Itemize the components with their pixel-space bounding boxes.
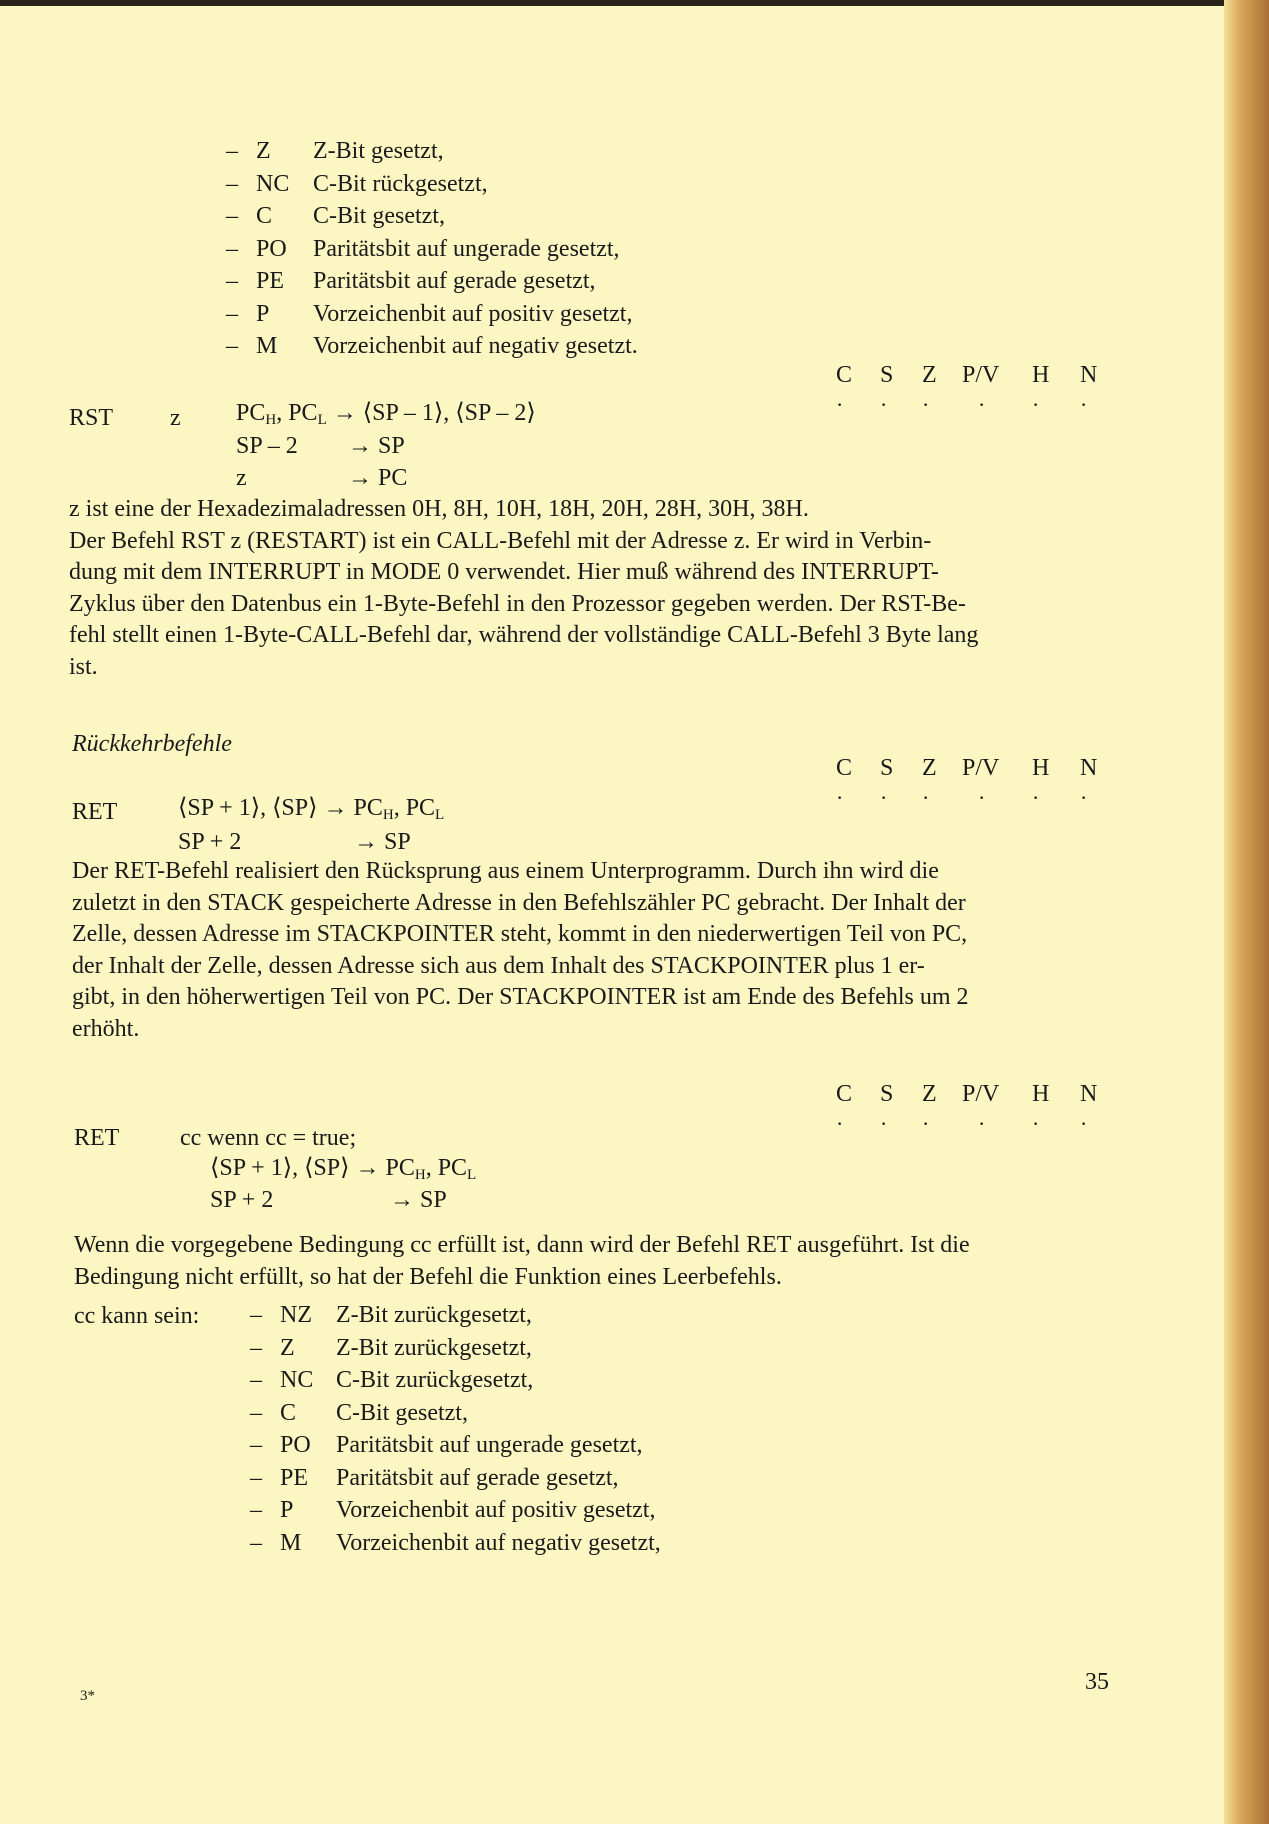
condition-code: C xyxy=(256,203,273,229)
condition-description: Vorzeichenbit auf negativ gesetzt, xyxy=(336,1529,661,1556)
condition-description: Z-Bit gesetzt, xyxy=(313,138,444,164)
flag-label: C xyxy=(836,1081,853,1107)
text-line: z ist eine der Hexadezimaladressen 0H, 8H, 10H, 18H, 20H, 28H, 30H, 38H. xyxy=(69,496,809,522)
flag-label: Z xyxy=(922,1081,937,1107)
flag-dot: · xyxy=(880,1111,888,1136)
flag-dot: · xyxy=(836,1111,844,1136)
condition-description: Paritätsbit auf gerade gesetzt, xyxy=(336,1464,619,1491)
flag-label: N xyxy=(1080,1081,1098,1107)
condition-code: PO xyxy=(256,235,287,262)
text-line: der Inhalt der Zelle, dessen Adresse sich aus dem Inhalt des STACKPOINTER plus 1 er- xyxy=(72,952,925,979)
dash: – xyxy=(226,138,238,164)
flag-label: P/V xyxy=(962,1081,1000,1107)
dash: – xyxy=(226,268,238,294)
dash: – xyxy=(250,1399,262,1426)
condition-code: C xyxy=(280,1399,297,1426)
flag-label: C xyxy=(836,755,853,781)
condition-description: Z-Bit zurückgesetzt, xyxy=(336,1302,532,1328)
condition-description: C-Bit gesetzt, xyxy=(336,1399,468,1426)
flag-dot: · xyxy=(1032,392,1040,417)
text-line: Zelle, dessen Adresse im STACKPOINTER steht, kommt in den niederwertigen Teil von PC, xyxy=(72,921,968,947)
flag-label: P/V xyxy=(962,362,1000,388)
flag-label: Z xyxy=(922,362,937,388)
flag-label: H xyxy=(1032,755,1050,781)
condition-description: Vorzeichenbit auf negativ gesetzt. xyxy=(313,333,638,359)
rst-line-2-right: → SP xyxy=(348,433,405,459)
condition-code: PE xyxy=(256,268,285,294)
retcc-mnemonic: RET xyxy=(74,1125,120,1151)
dash: – xyxy=(226,203,238,229)
flag-label: P/V xyxy=(962,755,1000,781)
condition-code: PE xyxy=(280,1464,309,1491)
condition-code: P xyxy=(256,300,270,327)
flag-label: C xyxy=(836,362,853,388)
flag-label: H xyxy=(1032,362,1050,388)
rst-line-1: $PC_H$, $PC_L$ → ⟨SP – 1⟩, ⟨SP – 2⟩ xyxy=(236,400,536,428)
dash: – xyxy=(250,1529,262,1556)
condition-code: P xyxy=(280,1497,294,1523)
signature-mark: 3* xyxy=(80,1688,95,1704)
flag-dot: · xyxy=(1032,785,1040,810)
condition-code: PO xyxy=(280,1432,311,1458)
dash: – xyxy=(250,1464,262,1491)
condition-code: M xyxy=(256,333,278,359)
condition-description: Vorzeichenbit auf positiv gesetzt, xyxy=(313,300,633,327)
retcc-line-3-right: → SP xyxy=(390,1187,447,1213)
flag-dot: · xyxy=(880,392,888,417)
text-line: Bedingung nicht erfüllt, so hat der Befehl die Funktion eines Leerbefehls. xyxy=(74,1263,782,1290)
dash: – xyxy=(250,1367,262,1393)
flag-dot: · xyxy=(880,785,888,810)
text-line: fehl stellt einen 1-Byte-CALL-Befehl dar, während der vollständige CALL-Befehl 3 Byte lang xyxy=(69,622,979,648)
dash: – xyxy=(226,333,238,359)
ret-mnemonic: RET xyxy=(72,799,118,825)
dash: – xyxy=(226,300,238,327)
condition-code: NZ xyxy=(280,1302,312,1328)
condition-description: C-Bit gesetzt, xyxy=(313,203,445,229)
retcc-description xyxy=(74,1230,970,1293)
page-edge xyxy=(1224,0,1269,1824)
dash: – xyxy=(250,1302,262,1328)
flag-label: S xyxy=(880,362,894,388)
rst-line-3-right: → PC xyxy=(348,465,408,491)
flag-label: S xyxy=(880,1081,894,1107)
flag-dot: · xyxy=(1080,392,1088,417)
text-line: Wenn die vorgegebene Bedingung cc erfüllt ist, dann wird der Befehl RET ausgeführt. Ist die xyxy=(74,1232,970,1258)
flag-label: N xyxy=(1080,362,1098,388)
retcc-line-3-left: SP + 2 xyxy=(210,1187,274,1213)
ret-line-2-left: SP + 2 xyxy=(178,829,242,855)
rst-mnemonic: RST xyxy=(69,405,114,431)
ret-line-1: ⟨SP + 1⟩, ⟨SP⟩ → $PC_H$, $PC_L$ xyxy=(178,795,445,823)
cc-label: cc kann sein: xyxy=(74,1303,200,1329)
condition-description: Vorzeichenbit auf positiv gesetzt, xyxy=(336,1497,656,1523)
condition-description: C-Bit rückgesetzt, xyxy=(313,170,488,197)
condition-code: NC xyxy=(280,1367,314,1393)
text-line: dung mit dem INTERRUPT in MODE 0 verwendet. Hier muß während des INTERRUPT- xyxy=(69,559,939,585)
flag-dot: · xyxy=(922,785,930,810)
condition-code: Z xyxy=(280,1334,295,1361)
text-line: Zyklus über den Datenbus ein 1-Byte-Befehl in den Prozessor gegeben werden. Der RST-Be- xyxy=(69,590,966,617)
flag-dot: · xyxy=(1080,785,1088,810)
flag-label: S xyxy=(880,755,894,781)
rst-line-3-left: z xyxy=(236,465,247,491)
rst-operand: z xyxy=(170,405,181,431)
text-line: zuletzt in den STACK gespeicherte Adresse in den Befehlszähler PC gebracht. Der Inhalt der xyxy=(72,889,966,916)
condition-code: M xyxy=(280,1529,302,1556)
section-heading: Rückkehrbefehle xyxy=(72,731,232,757)
text-line: Der RET-Befehl realisiert den Rücksprung aus einem Unterprogramm. Durch ihn wird die xyxy=(72,858,939,884)
rst-line-2-left: SP – 2 xyxy=(236,433,298,459)
flag-dot: · xyxy=(978,392,986,417)
dash: – xyxy=(250,1497,262,1523)
text-line: Der Befehl RST z (RESTART) ist ein CALL-Befehl mit der Adresse z. Er wird in Verbin- xyxy=(69,527,932,554)
flag-dot: · xyxy=(836,785,844,810)
condition-description: C-Bit zurückgesetzt, xyxy=(336,1367,534,1393)
top-edge-shadow xyxy=(0,0,1224,6)
rst-description xyxy=(69,494,978,683)
condition-description: Paritätsbit auf ungerade gesetzt, xyxy=(336,1432,643,1458)
dash: – xyxy=(226,170,238,197)
flag-dot: · xyxy=(1080,1111,1088,1136)
flag-label: H xyxy=(1032,1081,1050,1107)
condition-description: Paritätsbit auf ungerade gesetzt, xyxy=(313,235,620,262)
page-number: 35 xyxy=(1085,1669,1109,1695)
text-line: gibt, in den höherwertigen Teil von PC. Der STACKPOINTER ist am Ende des Befehls um 2 xyxy=(72,984,969,1010)
condition-code: NC xyxy=(256,170,290,197)
dash: – xyxy=(250,1432,262,1458)
retcc-line-2: ⟨SP + 1⟩, ⟨SP⟩ → $PC_H$, $PC_L$ xyxy=(210,1155,477,1183)
flag-dot: · xyxy=(922,1111,930,1136)
flag-dot: · xyxy=(1032,1111,1040,1136)
ret-description xyxy=(72,856,969,1045)
flag-dot: · xyxy=(978,785,986,810)
flag-dot: · xyxy=(836,392,844,417)
text-line: erhöht. xyxy=(72,1015,140,1042)
condition-description: Z-Bit zurückgesetzt, xyxy=(336,1334,532,1361)
dash: – xyxy=(226,235,238,262)
retcc-line-1: cc wenn cc = true; xyxy=(180,1125,357,1151)
text-line: ist. xyxy=(69,653,98,680)
dash: – xyxy=(250,1334,262,1361)
flag-label: N xyxy=(1080,755,1098,781)
flag-label: Z xyxy=(922,755,937,781)
condition-description: Paritätsbit auf gerade gesetzt, xyxy=(313,268,596,294)
ret-line-2-right: → SP xyxy=(354,829,411,855)
condition-code: Z xyxy=(256,138,271,164)
flag-dot: · xyxy=(922,392,930,417)
flag-dot: · xyxy=(978,1111,986,1136)
